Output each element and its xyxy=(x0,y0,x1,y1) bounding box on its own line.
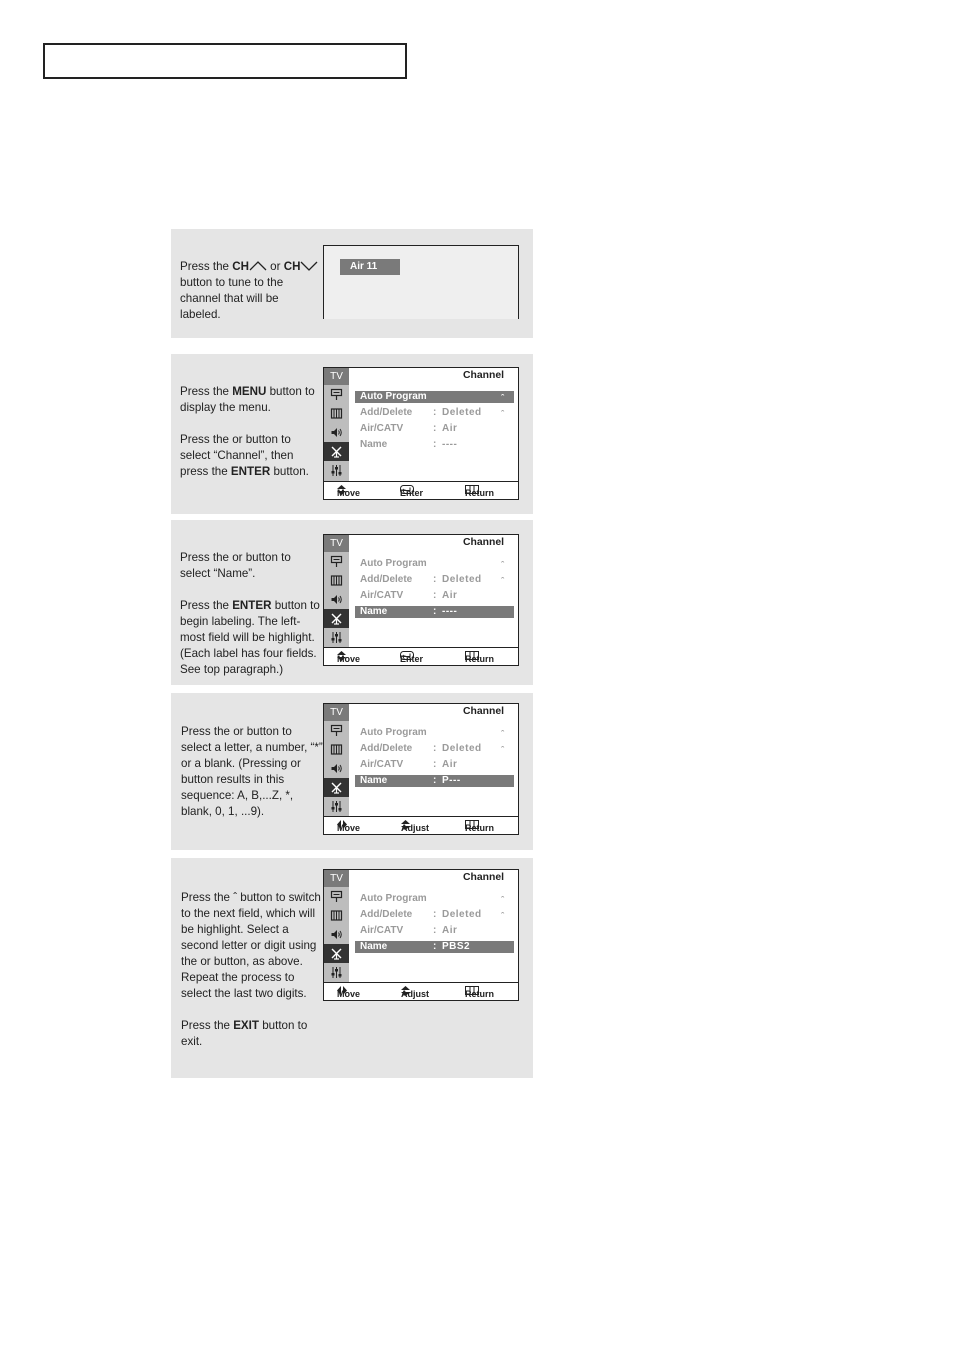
osd-item-label: Auto Program xyxy=(360,893,427,904)
picture-icon[interactable] xyxy=(324,571,349,590)
osd-item-value: ---- xyxy=(442,606,458,617)
osd-menu-item[interactable] xyxy=(355,574,514,586)
osd-item-label: Auto Program xyxy=(360,558,427,569)
osd-item-value: Deleted xyxy=(442,909,482,920)
osd-footer xyxy=(324,647,518,665)
step-4-text: Press the or button to select a letter, a number, “*” or a blank. (Pressing or button results in this sequence: A, B,...Z, *, blank, 0, 1, ...9). xyxy=(181,725,323,818)
osd-item-colon: : xyxy=(433,574,437,585)
osd-item-colon: : xyxy=(433,439,437,450)
tv-menu-screen xyxy=(323,367,519,500)
osd-item-value: Air xyxy=(442,759,458,770)
osd-item-label: Name xyxy=(360,941,388,952)
osd-menu-item[interactable] xyxy=(355,743,514,755)
osd-footer-return: Return xyxy=(465,986,481,995)
step-5-text: Press the ˆ button to switch to the next field, which will be highlight. Select a second letter or digit using the or button, as above. Repeat the process to select the last two digits. Press the EXIT button to exit. xyxy=(181,891,321,1048)
osd-footer-enter: Enter xyxy=(400,651,416,660)
osd-item-colon: : xyxy=(433,941,437,952)
osd-footer-enter: Enter xyxy=(400,485,416,494)
osd-footer-return: Return xyxy=(465,651,481,660)
antenna-icon[interactable] xyxy=(324,552,349,571)
setup-icon[interactable] xyxy=(324,797,349,816)
tv-menu-screen xyxy=(323,534,519,666)
osd-item-label: Add/Delete xyxy=(360,574,413,585)
step-1-panel xyxy=(171,229,533,338)
osd-menu-title: Channel xyxy=(463,537,504,548)
osd-item-value: Air xyxy=(442,590,458,601)
osd-menu-title: Channel xyxy=(463,706,504,717)
osd-item-colon: : xyxy=(433,743,437,754)
osd-footer-adjust: Adjust xyxy=(401,820,412,830)
picture-icon[interactable] xyxy=(324,906,349,925)
sound-icon[interactable] xyxy=(324,590,349,609)
osd-item-value: P--- xyxy=(442,775,461,786)
osd-item-colon: : xyxy=(433,925,437,936)
osd-item-label: Add/Delete xyxy=(360,909,413,920)
osd-item-value: PBS2 xyxy=(442,941,471,952)
osd-item-label: Air/CATV xyxy=(360,759,404,770)
step-4-panel xyxy=(171,693,533,850)
osd-item-value: Deleted xyxy=(442,743,482,754)
osd-item-colon: : xyxy=(433,423,437,434)
osd-item-colon: : xyxy=(433,590,437,601)
osd-item-colon: : xyxy=(433,759,437,770)
chevron-down-icon xyxy=(300,260,318,271)
setup-icon[interactable] xyxy=(324,628,349,647)
osd-sidebar xyxy=(324,870,349,983)
osd-tv-label: TV xyxy=(324,704,349,721)
osd-footer xyxy=(324,816,518,834)
step-3-text: Press the or button to select “Name”. Press the ENTER button to begin labeling. The left-most field will be highlight. (Each label has four fields. See top paragraph.) xyxy=(180,551,320,676)
step-2-panel xyxy=(171,354,533,514)
osd-caret-icon: ˆ xyxy=(501,729,504,739)
osd-caret-icon: ˆ xyxy=(501,409,504,419)
osd-item-label: Name xyxy=(360,606,388,617)
osd-item-value: Deleted xyxy=(442,574,482,585)
osd-tv-label: TV xyxy=(324,870,349,887)
channel-number-badge: Air 11 xyxy=(340,259,400,275)
sound-icon[interactable] xyxy=(324,423,349,442)
osd-menu-item[interactable] xyxy=(355,558,514,570)
osd-footer-return: Return xyxy=(465,820,481,829)
osd-menu-item[interactable] xyxy=(355,909,514,921)
osd-tv-label: TV xyxy=(324,535,349,552)
osd-menu-title: Channel xyxy=(463,370,504,381)
osd-item-label: Auto Program xyxy=(360,391,427,402)
osd-menu-item[interactable] xyxy=(355,391,514,403)
antenna-icon[interactable] xyxy=(324,721,349,740)
osd-footer xyxy=(324,481,518,499)
setup-icon[interactable] xyxy=(324,461,349,480)
osd-menu-item[interactable] xyxy=(355,606,514,618)
osd-footer xyxy=(324,982,518,1000)
step-3-panel xyxy=(171,520,533,685)
osd-item-label: Air/CATV xyxy=(360,925,404,936)
osd-menu-item[interactable] xyxy=(355,590,514,602)
osd-footer-return: Return xyxy=(465,485,481,494)
page-header-box xyxy=(43,43,407,79)
osd-item-label: Add/Delete xyxy=(360,407,413,418)
osd-item-label: Air/CATV xyxy=(360,423,404,434)
osd-menu-item[interactable] xyxy=(355,423,514,435)
tv-screen-channel-display xyxy=(323,245,519,319)
osd-sidebar xyxy=(324,535,349,648)
tv-menu-screen xyxy=(323,703,519,835)
osd-menu-item[interactable] xyxy=(355,759,514,771)
channel-icon[interactable] xyxy=(324,442,349,461)
osd-item-value: Deleted xyxy=(442,407,482,418)
osd-caret-icon: ˆ xyxy=(501,576,504,586)
osd-menu-item[interactable] xyxy=(355,893,514,905)
step-5-panel xyxy=(171,858,533,1078)
osd-caret-icon: ˆ xyxy=(501,911,504,921)
osd-footer-move: Move xyxy=(337,485,348,495)
step-2-text: Press the MENU button to display the menu. Press the or button to select “Channel”, then press the ENTER button. xyxy=(180,385,315,478)
osd-sidebar xyxy=(324,368,349,482)
osd-sidebar xyxy=(324,704,349,817)
osd-menu-item[interactable] xyxy=(355,439,514,451)
chevron-up-icon xyxy=(249,260,267,271)
antenna-icon[interactable] xyxy=(324,385,349,404)
osd-menu-item[interactable] xyxy=(355,727,514,739)
osd-item-label: Add/Delete xyxy=(360,743,413,754)
osd-item-label: Name xyxy=(360,439,388,450)
osd-item-value: ---- xyxy=(442,439,458,450)
osd-tv-label: TV xyxy=(324,368,349,385)
osd-caret-icon: ˆ xyxy=(501,895,504,905)
osd-menu-item[interactable] xyxy=(355,407,514,419)
channel-icon[interactable] xyxy=(324,609,349,628)
osd-item-colon: : xyxy=(433,606,437,617)
osd-menu-item[interactable] xyxy=(355,941,514,953)
osd-item-value: Air xyxy=(442,423,458,434)
channel-icon[interactable] xyxy=(324,944,349,963)
picture-icon[interactable] xyxy=(324,740,349,759)
osd-item-colon: : xyxy=(433,775,437,786)
osd-menu-title: Channel xyxy=(463,872,504,883)
sound-icon[interactable] xyxy=(324,759,349,778)
osd-item-label: Auto Program xyxy=(360,727,427,738)
channel-icon[interactable] xyxy=(324,778,349,797)
osd-caret-icon: ˆ xyxy=(501,393,504,403)
osd-menu-item[interactable] xyxy=(355,775,514,787)
osd-item-label: Name xyxy=(360,775,388,786)
osd-caret-icon: ˆ xyxy=(501,560,504,570)
osd-footer-move: Move xyxy=(337,986,349,995)
sound-icon[interactable] xyxy=(324,925,349,944)
picture-icon[interactable] xyxy=(324,404,349,423)
osd-item-colon: : xyxy=(433,407,437,418)
osd-item-value: Air xyxy=(442,925,458,936)
osd-item-label: Air/CATV xyxy=(360,590,404,601)
osd-footer-move: Move xyxy=(337,651,348,661)
setup-icon[interactable] xyxy=(324,963,349,982)
osd-menu-item[interactable] xyxy=(355,925,514,937)
osd-footer-move: Move xyxy=(337,820,349,829)
step-1-text: Press the CH or CH button to tune to the channel that will be labeled. xyxy=(180,259,320,323)
antenna-icon[interactable] xyxy=(324,887,349,906)
tv-menu-screen xyxy=(323,869,519,1001)
osd-caret-icon: ˆ xyxy=(501,745,504,755)
osd-item-colon: : xyxy=(433,909,437,920)
osd-footer-adjust: Adjust xyxy=(401,986,412,996)
